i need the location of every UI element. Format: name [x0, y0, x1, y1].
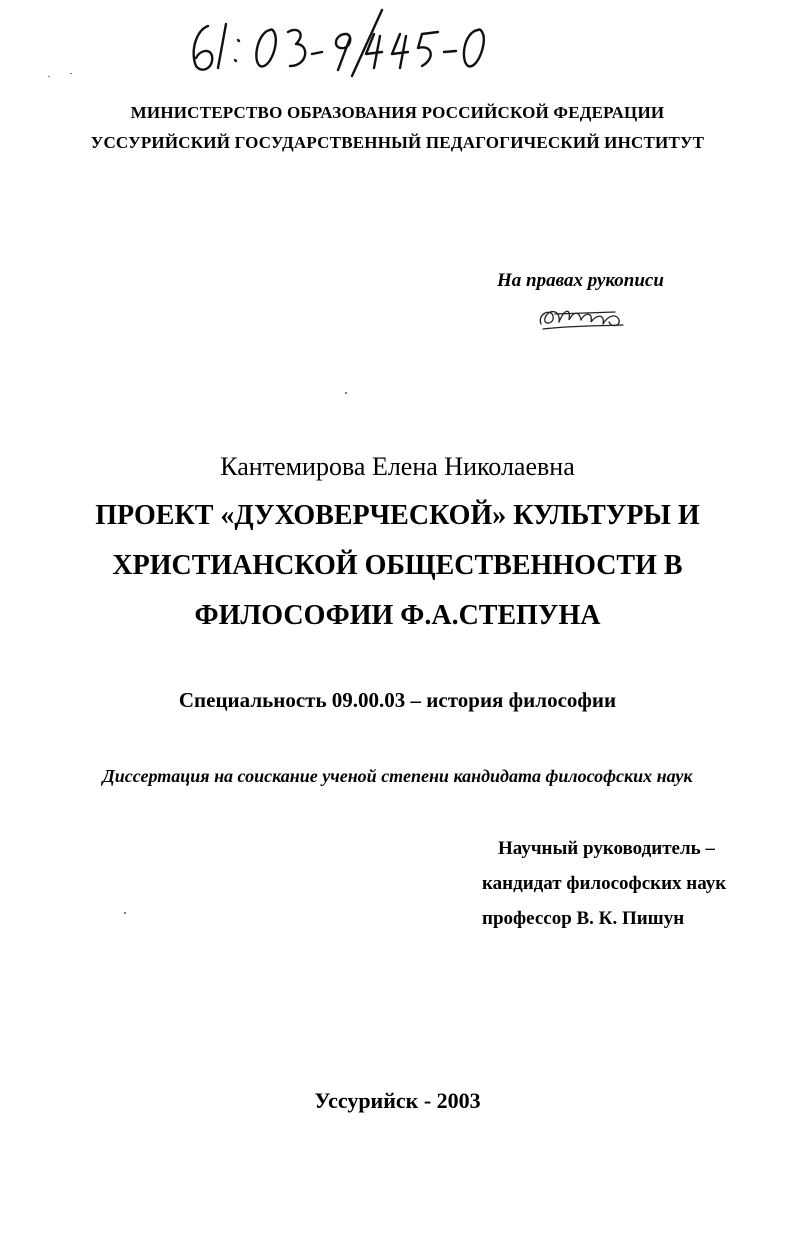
specialty-line: Специальность 09.00.03 – история философии: [178, 688, 617, 712]
supervisor-line-3: профессор В. К. Пишун: [482, 908, 685, 929]
scan-speck: [48, 76, 50, 77]
degree-statement: Диссертация на соискание ученой степени кандидата философских наук: [102, 766, 693, 786]
handwritten-signature: [535, 302, 625, 332]
scan-speck: [345, 392, 347, 394]
scan-speck: [124, 912, 126, 914]
supervisor-line-2: кандидат философских наук: [482, 873, 727, 894]
city-year: Уссурийск - 2003: [314, 1088, 481, 1113]
dissertation-title-line-1: ПРОЕКТ «ДУХОВЕРЧЕСКОЙ» КУЛЬТУРЫ И: [95, 500, 700, 531]
manuscript-rights-label: На правах рукописи: [497, 270, 664, 291]
supervisor-line-1: Научный руководитель –: [498, 838, 715, 859]
institute-heading: УССУРИЙСКИЙ ГОСУДАРСТВЕННЫЙ ПЕДАГОГИЧЕСКИЙ ИНСТИТУТ: [90, 133, 705, 152]
ministry-heading: МИНИСТЕРСТВО ОБРАЗОВАНИЯ РОССИЙСКОЙ ФЕДЕРАЦИИ: [130, 103, 665, 122]
author-name: Кантемирова Елена Николаевна: [220, 452, 575, 481]
scan-speck: [70, 73, 72, 74]
dissertation-title-line-2: ХРИСТИАНСКОЙ ОБЩЕСТВЕННОСТИ В: [112, 550, 683, 581]
dissertation-title-line-3: ФИЛОСОФИИ Ф.А.СТЕПУНА: [194, 600, 601, 631]
handwritten-archive-code: [186, 8, 496, 80]
